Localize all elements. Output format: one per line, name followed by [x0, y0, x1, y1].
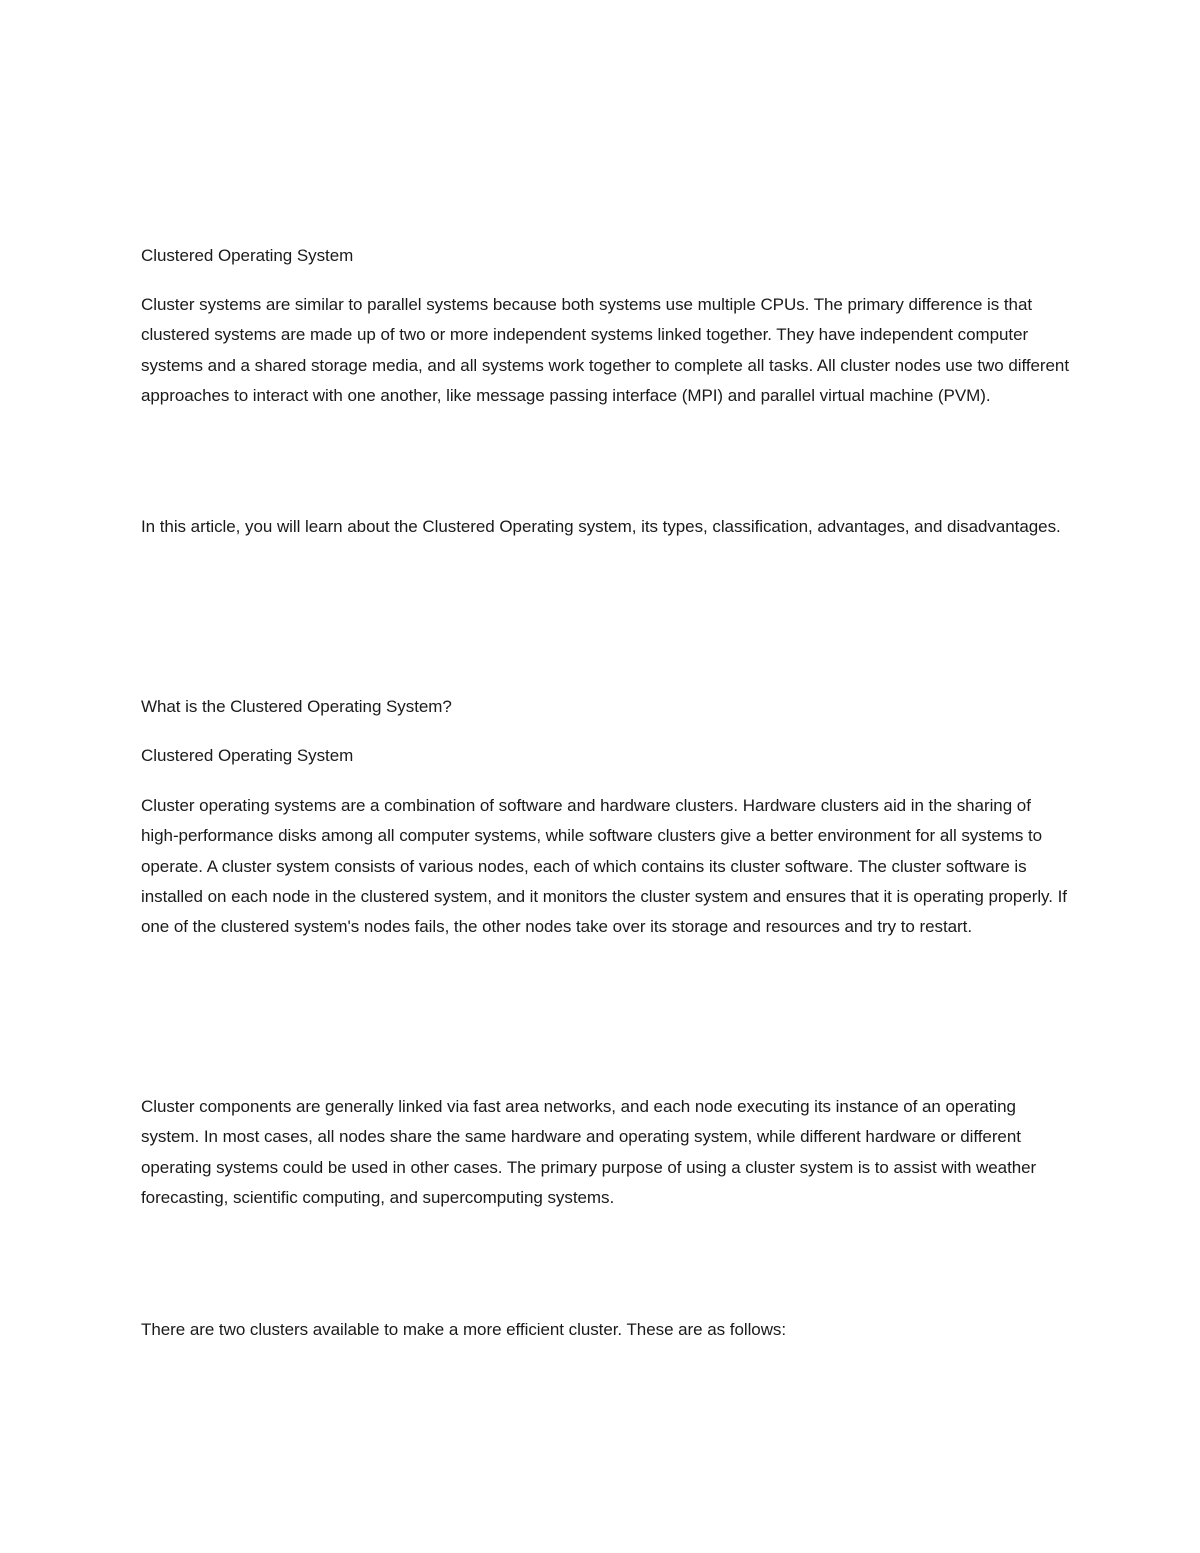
- definition-paragraph: Cluster operating systems are a combination of software and hardware clusters. Hardware clusters aid in the sharing of high-performance disks among all computer systems, while software clusters give a better environment for all systems to operate. A cluster system consists of various nodes, each of which contains its cluster software. The cluster software is installed on each node in the clustered system, and it monitors the cluster system and ensures that it is operating properly. If one of the clustered system's nodes fails, the other nodes take over its storage and resources and try to restart.: [141, 796, 1067, 937]
- components-paragraph: Cluster components are generally linked via fast area networks, and each node executing its instance of an operating system. In most cases, all nodes share the same hardware and operating system, while different hardware or different operating systems could be used in other cases. The primary purpose of using a cluster system is to assist with weather forecasting, scientific computing, and supercomputing systems.: [141, 1097, 1037, 1207]
- article-overview-paragraph: In this article, you will learn about the Clustered Operating system, its types, classification, advantages, and disadvantages.: [141, 517, 1061, 536]
- clusters-intro-paragraph: There are two clusters available to make a more efficient cluster. These are as follows:: [141, 1320, 787, 1339]
- document-heading: Clustered Operating System: [141, 246, 354, 265]
- section-heading: Clustered Operating System: [141, 746, 354, 765]
- intro-paragraph: Cluster systems are similar to parallel systems because both systems use multiple CPUs. The primary difference is that clustered systems are made up of two or more independent systems linked together. They have independent computer systems and a shared storage media, and all systems work together to complete all tasks. All cluster nodes use two different approaches to interact with one another, like message passing interface (MPI) and parallel virtual machine (PVM).: [141, 295, 1070, 405]
- section-question: What is the Clustered Operating System?: [141, 697, 452, 716]
